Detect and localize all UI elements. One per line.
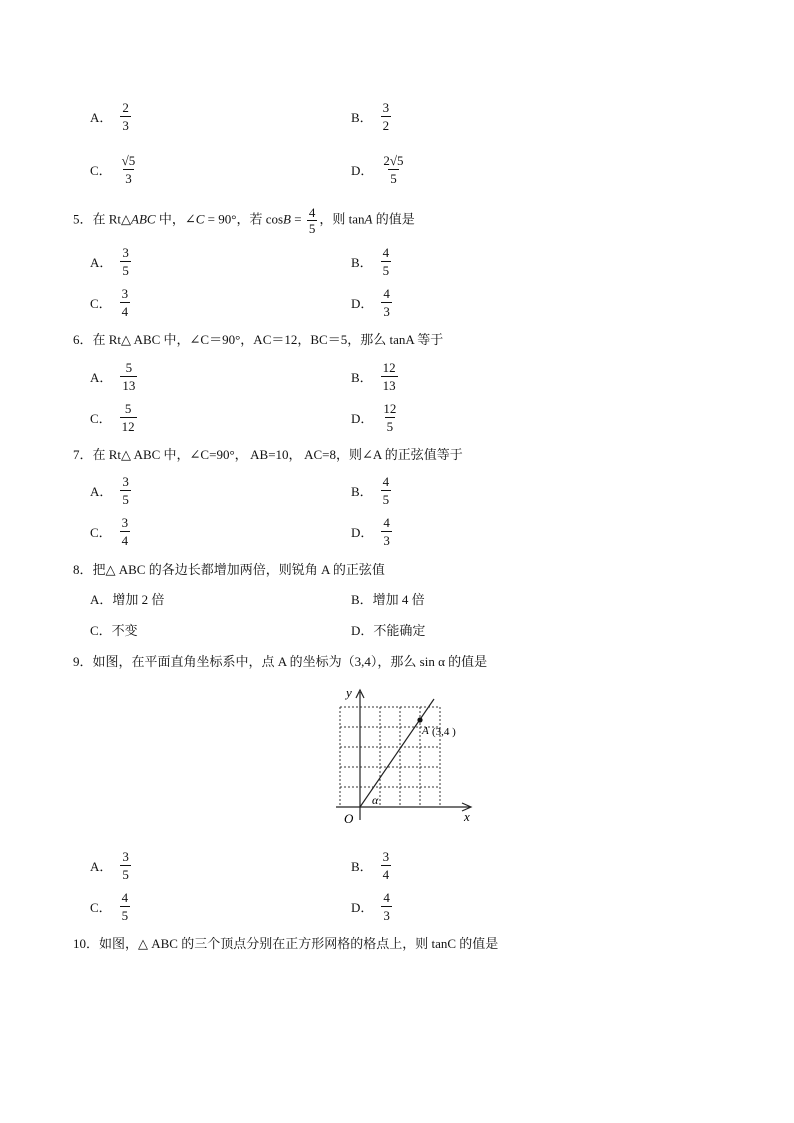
option-label: D． [351,162,374,178]
denominator: 4 [121,303,129,319]
numerator: 4 [121,889,129,905]
q9-option-b[interactable] [351,845,391,885]
fraction [381,359,398,394]
denominator: 13 [382,377,396,393]
numerator: 3 [382,99,390,115]
stem-text: 5．在 Rt△ [73,211,132,227]
option-label: C． [90,899,112,915]
numerator-radical: √5 [121,152,136,168]
fraction [120,848,131,883]
q5-option-d[interactable] [351,282,392,322]
denominator: 5 [386,418,394,434]
q4-option-d[interactable] [351,149,406,189]
numerator: 3 [122,473,129,489]
angle-alpha-label: α [372,793,379,807]
origin-label: O [344,811,354,826]
q5-option-c[interactable] [90,282,130,322]
numerator-radical: 2√5 [383,152,404,168]
q6-option-c[interactable] [90,397,137,437]
q7-option-b[interactable] [351,470,391,510]
fraction [381,473,392,508]
option-label: A． [90,858,113,874]
numerator: 4 [383,285,390,301]
q6-option-d[interactable] [351,397,398,437]
ray-oa [360,699,434,807]
denominator: 5 [390,170,397,186]
option-label: B． [351,109,373,125]
option-label: D． [351,899,374,915]
point-a [417,717,422,722]
option-label: C． [90,295,112,311]
stem-fraction [307,205,318,236]
denominator: 4 [121,532,129,548]
fraction [381,152,405,187]
stem-text: = 90°，若 cos [204,211,284,227]
option-label: B． [351,254,373,270]
option-label: B． [351,483,373,499]
numerator: 12 [383,400,397,416]
q5-option-b[interactable] [351,241,391,281]
option-label: A． [90,483,113,499]
stem-var: C [195,211,205,227]
point-a-coords: (3,4 ) [432,726,456,738]
q9-stem: 9．如图，在平面直角坐标系中，点 A 的坐标为（3,4），那么 sin α 的值是 [73,654,488,669]
stem-var: B [283,211,291,227]
option-label: A． [90,369,113,385]
q8-option-d[interactable]: D．不能确定 [351,623,426,638]
numerator: 5 [125,359,133,375]
q7-stem: 7．在 Rt△ ABC 中，∠C=90°， AB=10， AC=8，则∠A 的正弦值等于 [73,447,463,462]
stem-text: 中，∠ [155,211,196,227]
option-label: A． [90,254,113,270]
option-label: B． [351,858,373,874]
numerator: 3 [121,285,129,301]
fraction [120,359,137,394]
fraction [381,514,392,549]
q10-stem: 10．如图，△ ABC 的三个顶点分别在正方形网格的格点上，则 tanC 的值是 [73,936,499,951]
point-a-label: A [422,725,429,737]
q9-option-c[interactable] [90,886,130,926]
fraction [381,285,392,320]
q8-stem: 8．把△ ABC 的各边长都增加两倍，则锐角 A 的正弦值 [73,562,385,577]
fraction [381,400,398,435]
fraction [120,99,131,134]
numerator: 2 [122,99,129,115]
option-label: B． [351,369,373,385]
numerator: 3 [382,848,390,864]
numerator: 4 [383,889,390,905]
option-label: C． [90,162,112,178]
q7-option-d[interactable] [351,511,392,551]
q7-option-c[interactable] [90,511,130,551]
numerator: 12 [382,359,396,375]
grid-lines [340,707,440,807]
denominator: 4 [382,866,390,882]
denominator: 3 [122,117,129,133]
q9-coordinate-figure [330,684,480,830]
stem-var: A [364,211,373,227]
numerator: 3 [122,848,129,864]
fraction [120,244,131,279]
fraction [120,400,137,435]
denominator: 12 [121,418,135,434]
x-axis-label: x [464,809,470,824]
stem-text: 的值是 [372,211,415,227]
option-label: D． [351,524,374,540]
option-label: C． [90,524,112,540]
denominator: 5 [122,491,129,507]
q6-stem: 6．在 Rt△ ABC 中，∠C＝90°，AC＝12，BC＝5，那么 tanA 等于 [73,332,444,347]
fraction [120,152,138,187]
numerator: 4 [308,205,316,220]
denominator: 5 [382,262,390,278]
q8-option-a[interactable]: A．增加 2 倍 [90,592,165,607]
q4-option-b[interactable] [351,96,391,136]
q8-option-c[interactable]: C．不变 [90,623,138,638]
fraction [381,244,392,279]
denominator: 5 [308,221,316,236]
axes [336,690,471,820]
q5-stem [73,205,415,236]
fraction [381,99,392,134]
fraction [120,473,131,508]
option-label: C． [90,410,112,426]
stem-var: ABC [131,211,156,227]
numerator: 4 [383,514,390,530]
denominator: 3 [383,907,390,923]
fraction [120,514,131,549]
stem-text: = [291,211,305,227]
q4-option-a[interactable] [90,96,131,136]
denominator: 5 [382,491,390,507]
q8-option-b[interactable]: B．增加 4 倍 [351,592,425,607]
q6-option-b[interactable] [351,356,398,396]
numerator: 4 [382,473,390,489]
option-label: A． [90,109,113,125]
denominator: 2 [382,117,390,133]
option-label: D． [351,295,374,311]
numerator: 3 [121,514,129,530]
q5-option-a[interactable] [90,241,131,281]
option-label: D． [351,410,374,426]
q7-option-a[interactable] [90,470,131,510]
q4-option-c[interactable] [90,149,137,189]
fraction [120,889,131,924]
fraction [120,285,131,320]
denominator: 3 [383,303,390,319]
denominator: 3 [383,532,390,548]
fraction [381,889,392,924]
denominator: 13 [122,377,136,393]
denominator: 3 [125,170,132,186]
y-axis-label: y [346,685,352,700]
q6-option-a[interactable] [90,356,137,396]
fraction [381,848,392,883]
denominator: 5 [122,262,129,278]
denominator: 5 [121,907,129,923]
q9-option-d[interactable] [351,886,392,926]
numerator: 4 [382,244,390,260]
stem-text: ，则 tan [319,211,365,227]
denominator: 5 [122,866,129,882]
numerator: 3 [122,244,129,260]
numerator: 5 [124,400,132,416]
q9-option-a[interactable] [90,845,131,885]
